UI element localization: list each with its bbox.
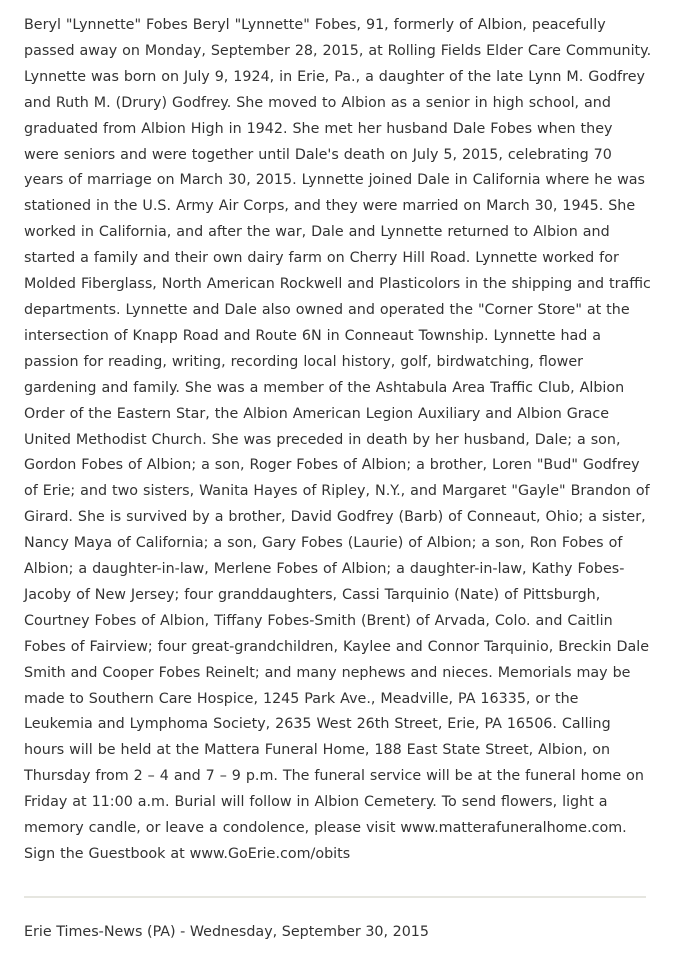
obituary-body-text: Beryl "Lynnette" Fobes Beryl "Lynnette" Fobes, 91, formerly of Albion, peacefully passed away on Monday, September 28, 2015, at Rolling Fields Elder Care Community. Lynnette was born on July 9, 1924, in Erie, Pa., a daughter of the late Lynn M. Godfrey and Ruth M. (Drury) Godfrey. She moved to Albion as a senior in high school, and graduated from Albion High in 1942. She met her husband Dale Fobes when they were seniors and were together until Dale's death on July 5, 2015, celebrating 70 years of marriage on March 30, 2015. Lynnette joined Dale in California where he was stationed in the U.S. Army Air Corps, and they were married on March 30, 1945. She worked in California, and after the war, Dale and Lynnette returned to Albion and started a family and their own dairy farm on Cherry Hill Road. Lynnette worked for Molded Fiberglass, North American Rockwell and Plasticolors in the shipping and traffic departments. Lynnette and Dale also owned and operated the "Corner Store" at the intersection of Knapp Road and Route 6N in Conneaut Township. Lynnette had a passion for reading, writing, recording local history, golf, birdwatching, flower gardening and family. She was a member of the Ashtabula Area Traffic Club, Albion Order of the Eastern Star, the Albion American Legion Auxiliary and Albion Grace United Methodist Church. She was preceded in death by her husband, Dale; a son, Gordon Fobes of Albion; a son, Roger Fobes of Albion; a brother, Loren "Bud" Godfrey of Erie; and two sisters, Wanita Hayes of Ripley, N.Y., and Margaret "Gayle" Brandon of Girard. She is survived by a brother, David Godfrey (Barb) of Conneaut, Ohio; a sister, Nancy Maya of California; a son, Gary Fobes (Laurie) of Albion; a son, Ron Fobes of Albion; a daughter-in-law, Merlene Fobes of Albion; a daughter-in-law, Kathy Fobes-Jacoby of New Jersey; four granddaughters, Cassi Tarquinio (Nate) of Pittsburgh, Courtney Fobes of Albion, Tiffany Fobes-Smith (Brent) of Arvada, Colo. and Caitlin Fobes of Fairview; four great-grandchildren, Kaylee and Connor Tarquinio, Breckin Dale Smith and Cooper Fobes Reinelt; and many nephews and nieces. Memorials may be made to Southern Care Hospice, 1245 Park Ave., Meadville, PA 16335, or the Leukemia and Lymphoma Society, 2635 West 26th Street, Erie, PA 16506. Calling hours will be held at the Mattera Funeral Home, 188 East State Street, Albion, on Thursday from 2 – 4 and 7 – 9 p.m. The funeral service will be at the funeral home on Friday at 11:00 a.m. Burial will follow in Albion Cemetery. To send flowers, light a memory candle, or leave a condolence, please visit www.matterafuneralhome.com. Sign the Guestbook at www.GoErie.com/obits [24, 17, 652, 862]
section-divider [24, 896, 646, 898]
obituary-article [24, 13, 652, 868]
publication-source-line: Erie Times-News (PA) - Wednesday, September 30, 2015 [24, 924, 429, 940]
